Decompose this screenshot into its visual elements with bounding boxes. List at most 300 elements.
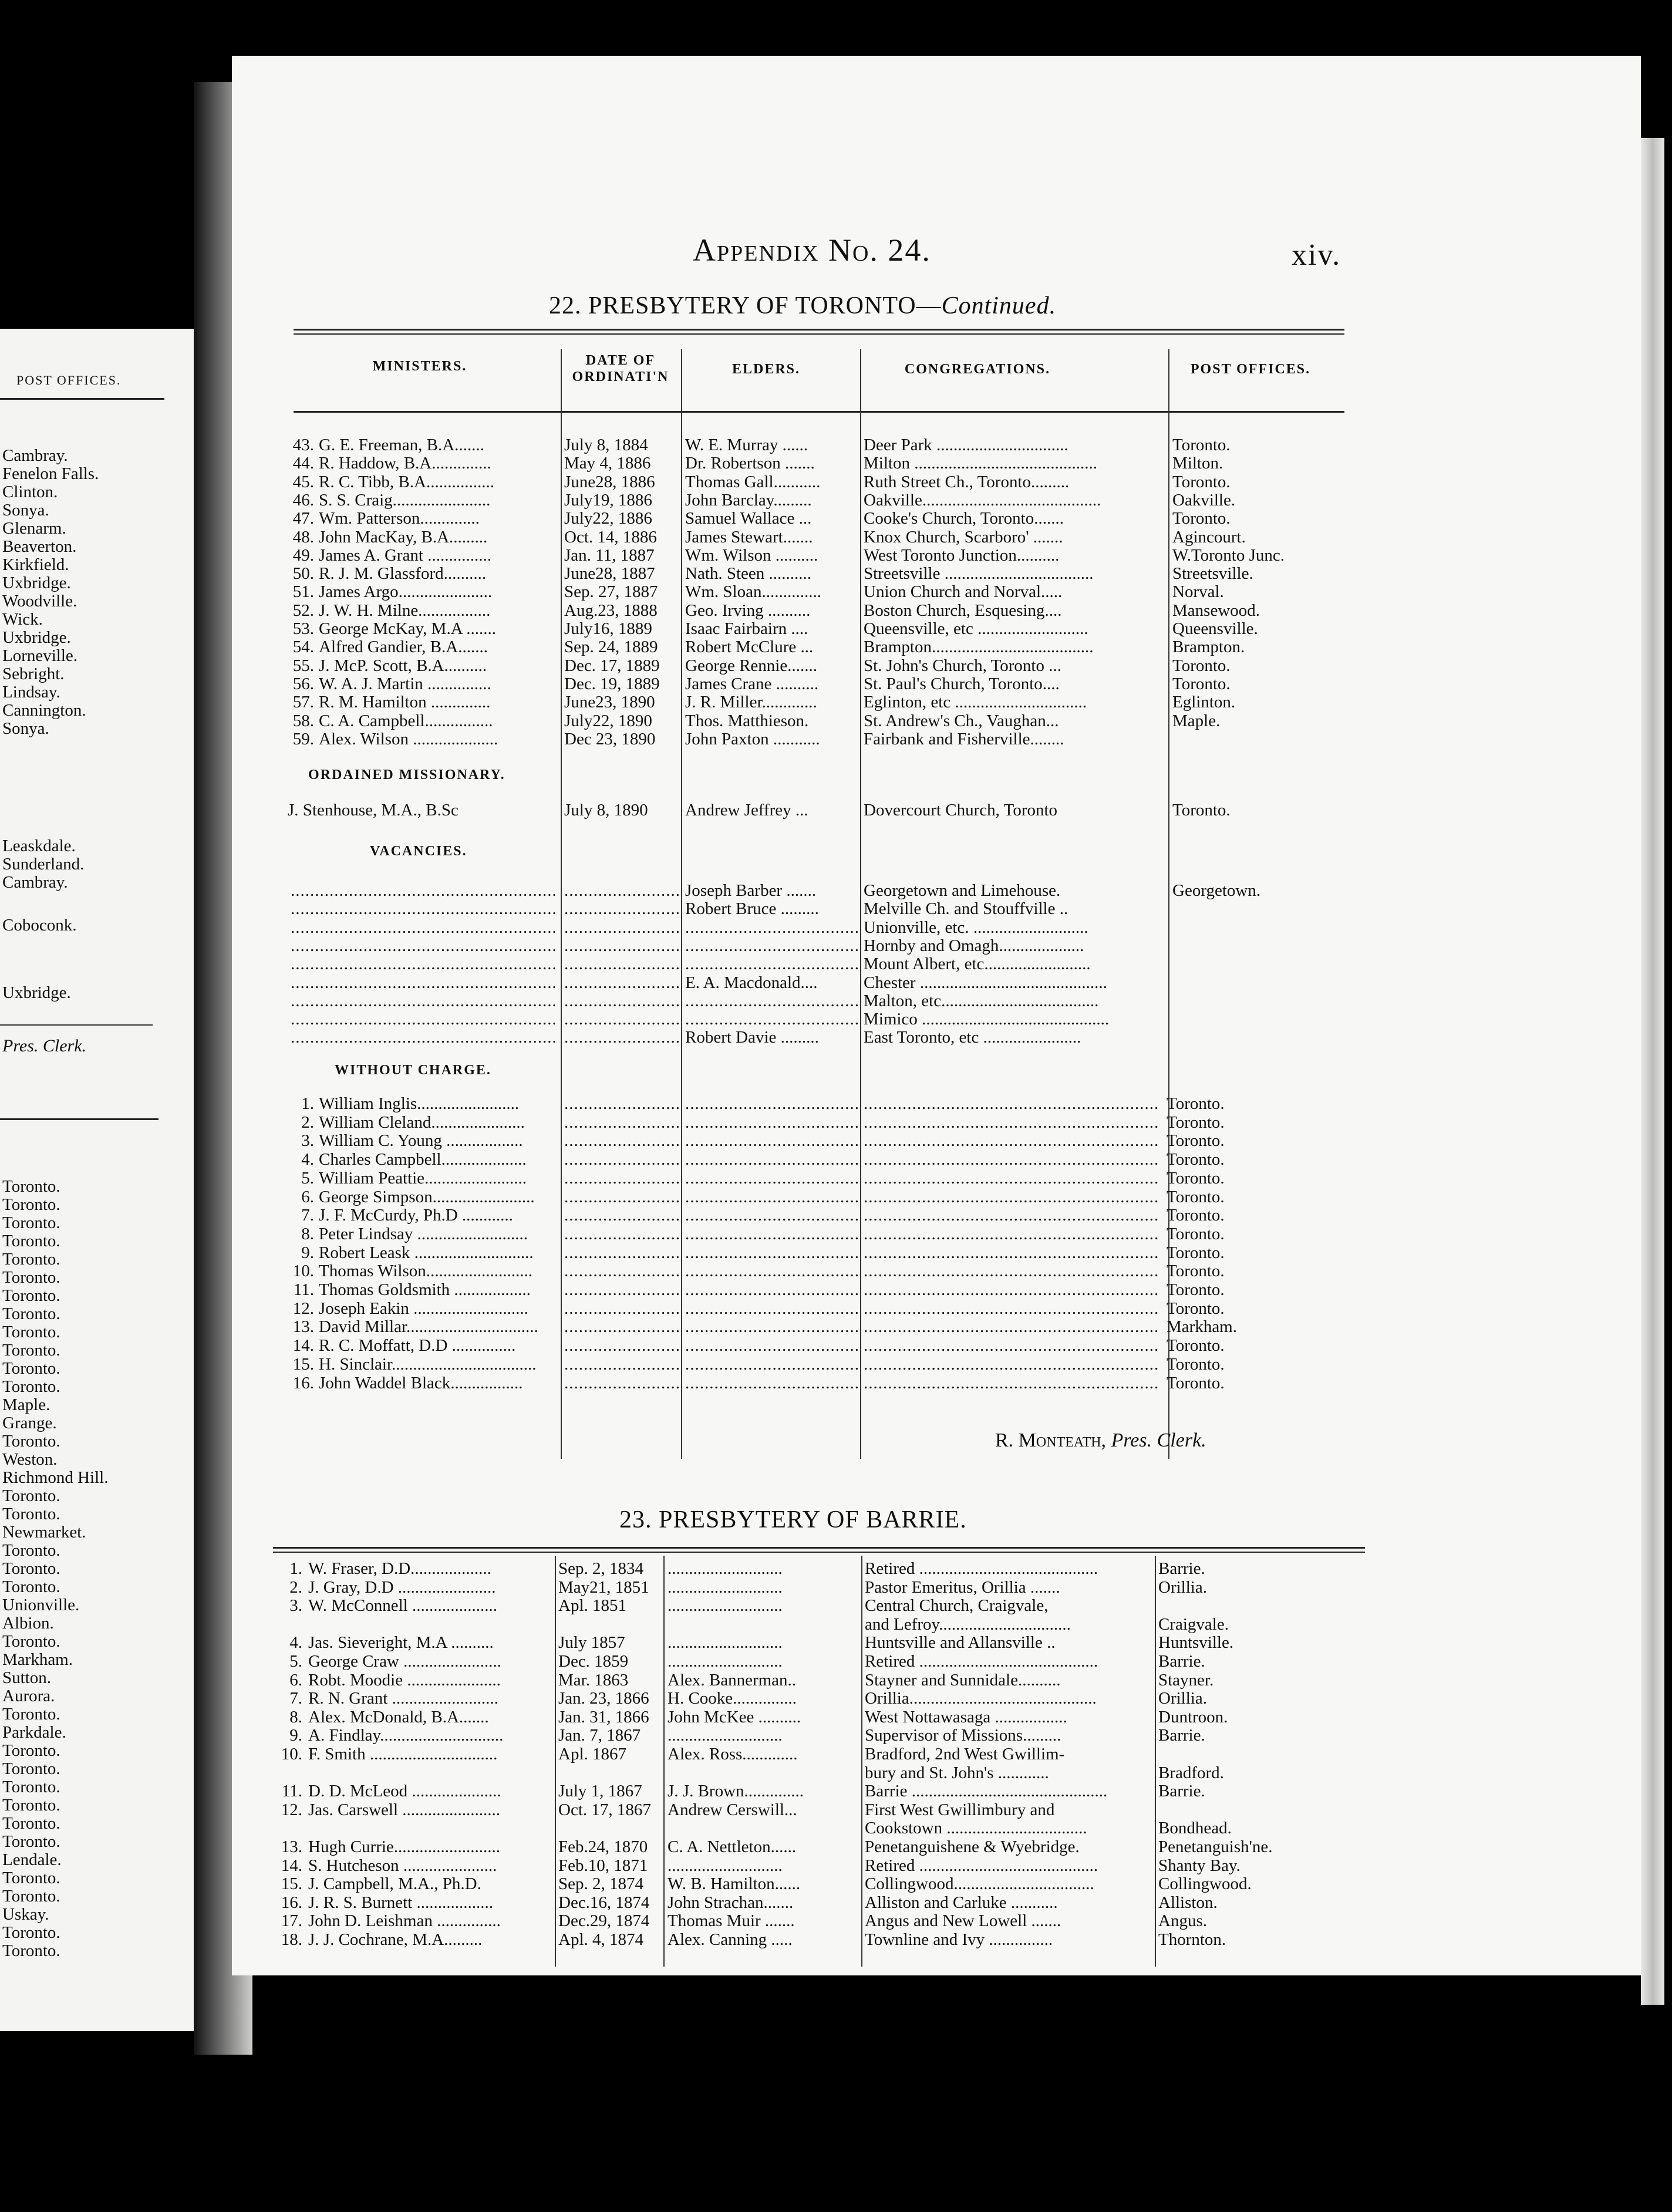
congregation-name: Knox Church, Scarboro' ....... — [864, 528, 1063, 547]
row-number: 43. — [292, 436, 314, 454]
table-row — [232, 1819, 1406, 1837]
minister-name: H. Sinclair.................................. — [319, 1355, 537, 1374]
prev-rule — [0, 1024, 153, 1026]
prev-post-office: Uxbridge. — [2, 574, 71, 592]
minister-name: James A. Grant ............... — [319, 546, 491, 565]
post-office: Toronto. — [1172, 510, 1231, 528]
ordination-date: Dec 23, 1890 — [564, 730, 656, 748]
congregation-name: Mimico ............................................ — [864, 1010, 1110, 1029]
row-number: 8. — [301, 1225, 314, 1243]
row-number: 1. — [289, 1560, 302, 1578]
ordination-date: Apl. 1851 — [558, 1597, 626, 1616]
ordained-heading: ORDAINED MISSIONARY. — [308, 767, 505, 783]
post-office — [1158, 1597, 1393, 1615]
row-number: 13. — [281, 1838, 302, 1856]
table-row — [232, 992, 1406, 1010]
ordination-date: Apl. 4, 1874 — [558, 1931, 643, 1949]
page — [232, 56, 1641, 1975]
post-office: Collingwood. — [1158, 1875, 1252, 1894]
elder-name: Robert Davie ......... — [685, 1029, 819, 1047]
congregation-name: Supervisor of Missions......... — [865, 1727, 1061, 1745]
prev-post-office: Toronto. — [2, 1869, 60, 1887]
minister-name: John D. Leishman ............... — [308, 1912, 501, 1931]
empty-elder-placeholder — [685, 1151, 859, 1169]
congregation-name: Angus and New Lowell ....... — [865, 1912, 1061, 1931]
table-row — [232, 919, 1406, 937]
ordination-date: May 4, 1886 — [564, 454, 651, 473]
table-row — [232, 1318, 1406, 1336]
table-row — [232, 900, 1406, 918]
post-office: Toronto. — [1172, 436, 1231, 454]
congregation-name: Cookstown ................................. — [865, 1819, 1087, 1838]
row-number: 18. — [281, 1931, 302, 1949]
table-row — [232, 955, 1406, 973]
table-row — [232, 602, 1406, 620]
post-office: Brampton. — [1172, 638, 1245, 657]
post-office: Georgetown. — [1172, 882, 1261, 900]
table-row — [232, 1579, 1406, 1597]
post-office: Barrie. — [1158, 1560, 1205, 1578]
post-office: Toronto. — [1167, 1281, 1225, 1299]
congregation-name: Unionville, etc. ........................... — [864, 918, 1088, 937]
vacant-date-placeholder — [564, 919, 679, 937]
minister-name: John Waddel Black................. — [319, 1374, 523, 1392]
empty-elder-placeholder — [685, 1355, 859, 1374]
minister-name: Peter Lindsay .......................... — [319, 1225, 528, 1243]
post-office: Toronto. — [1167, 1262, 1225, 1281]
empty-date-placeholder — [564, 1300, 679, 1318]
vacant-minister-placeholder — [291, 882, 555, 900]
congregation-name: Alliston and Carluke ........... — [865, 1893, 1058, 1912]
empty-date-placeholder — [564, 1188, 679, 1206]
elder-name: Dr. Robertson ....... — [685, 454, 815, 473]
congregation-name: Hornby and Omagh.................... — [864, 936, 1084, 955]
table-row — [232, 712, 1406, 730]
post-office: Duntroon. — [1158, 1708, 1228, 1727]
table-row — [232, 1114, 1406, 1132]
elder-name: Andrew Cerswill... — [668, 1800, 797, 1819]
table-row — [232, 620, 1406, 638]
prev-post-office: Toronto. — [2, 1505, 60, 1523]
congregation-name: Dovercourt Church, Toronto — [864, 801, 1058, 820]
elder-name — [685, 937, 859, 955]
table-row — [232, 1281, 1406, 1299]
minister-name — [308, 1764, 555, 1782]
post-office: Toronto. — [1167, 1151, 1225, 1169]
minister-name: George Craw ....................... — [308, 1653, 501, 1671]
row-number: 13. — [292, 1318, 314, 1337]
row-number: 10. — [281, 1745, 302, 1763]
row-number: 15. — [281, 1875, 302, 1894]
prev-post-office: Toronto. — [2, 1941, 60, 1960]
ordination-date: June28, 1887 — [564, 565, 655, 584]
congregation-name: Brampton...................................... — [864, 638, 1094, 657]
table-row — [232, 1132, 1406, 1150]
empty-congregation-placeholder — [864, 1095, 1159, 1113]
prev-post-office: Sebright. — [2, 665, 65, 683]
table-row — [232, 675, 1406, 693]
ordination-date: Sep. 2, 1874 — [558, 1875, 643, 1894]
ordination-date: Mar. 1863 — [558, 1671, 629, 1690]
vacant-date-placeholder — [564, 937, 679, 955]
post-office: Barrie. — [1158, 1653, 1205, 1671]
minister-name: J. Campbell, M.A., Ph.D. — [308, 1875, 481, 1894]
congregation-name: Retired .......................................... — [865, 1560, 1098, 1578]
post-office — [1172, 992, 1407, 1010]
empty-congregation-placeholder — [864, 1206, 1159, 1225]
ordination-date: Dec. 19, 1889 — [564, 675, 660, 693]
empty-elder-placeholder — [685, 1244, 859, 1262]
empty-congregation-placeholder — [864, 1169, 1159, 1188]
ordination-date: Aug.23, 1888 — [564, 601, 658, 620]
elder-name: ........................... — [668, 1634, 783, 1653]
table-row — [232, 882, 1406, 900]
prev-post-office: Parkdale. — [2, 1723, 66, 1741]
prev-col-head: POST OFFICES. — [16, 373, 122, 387]
vacant-date-placeholder — [564, 882, 679, 900]
minister-name: Robt. Moodie ...................... — [308, 1671, 501, 1690]
elder-name: ........................... — [668, 1597, 783, 1616]
table-row — [232, 454, 1406, 473]
congregation-name: West Toronto Junction.......... — [864, 546, 1060, 565]
table-row — [232, 1857, 1406, 1875]
clerk-name: R. Monteath, — [995, 1429, 1107, 1451]
prev-post-office: Coboconk. — [2, 916, 77, 935]
congregation-name: First West Gwillimbury and — [865, 1800, 1055, 1819]
elder-name: Thos. Matthieson. — [685, 712, 809, 730]
post-office: Alliston. — [1158, 1893, 1218, 1912]
post-office: Angus. — [1158, 1912, 1207, 1931]
minister-name: R. J. M. Glassford.......... — [319, 565, 487, 584]
post-office: Agincourt. — [1172, 528, 1246, 547]
minister-name: R. M. Hamilton .............. — [319, 693, 491, 712]
empty-congregation-placeholder — [864, 1318, 1159, 1336]
page-stack-edge — [1641, 138, 1664, 2005]
minister-name: W. McConnell .................... — [308, 1597, 497, 1616]
prev-post-office: Kirkfield. — [2, 555, 69, 574]
barrie-rule-top — [273, 1547, 1365, 1549]
table-row — [232, 583, 1406, 601]
vacancies-heading: VACANCIES. — [370, 844, 467, 859]
ordination-date: Oct. 14, 1886 — [564, 528, 657, 547]
row-number: 2. — [289, 1578, 302, 1597]
post-office — [1172, 1010, 1407, 1029]
table-row — [232, 730, 1406, 748]
congregation-name: Chester ............................................ — [864, 973, 1107, 992]
ordination-date: July 1, 1867 — [558, 1782, 642, 1801]
vacant-minister-placeholder — [291, 992, 555, 1010]
ordination-date: Apl. 1867 — [558, 1745, 626, 1763]
empty-elder-placeholder — [685, 1318, 859, 1336]
elder-name: Robert Bruce ......... — [685, 900, 819, 919]
row-number: 14. — [281, 1856, 302, 1875]
post-office — [1172, 955, 1407, 973]
congregation-name: Retired .......................................... — [865, 1653, 1098, 1671]
elder-name — [668, 1764, 860, 1782]
without-charge-heading: WITHOUT CHARGE. — [335, 1063, 491, 1078]
prev-post-office: Toronto. — [2, 1195, 60, 1213]
clerk-title: Pres. Clerk. — [1111, 1429, 1206, 1451]
row-number: 5. — [301, 1169, 314, 1188]
table-row — [232, 638, 1406, 656]
post-office: Bondhead. — [1158, 1819, 1232, 1838]
prev-post-office: Beaverton. — [2, 537, 77, 555]
table-row — [232, 1206, 1406, 1225]
elder-name: ........................... — [668, 1727, 783, 1745]
post-office: Toronto. — [1172, 801, 1231, 820]
post-office: Bradford. — [1158, 1763, 1224, 1782]
table-row — [232, 436, 1406, 454]
vacant-minister-placeholder — [291, 937, 555, 955]
congregation-name: Eglinton, etc ............................... — [864, 693, 1087, 712]
prev-post-office: Toronto. — [2, 1559, 60, 1577]
empty-date-placeholder — [564, 1169, 679, 1188]
table-row — [232, 974, 1406, 992]
row-number: 14. — [292, 1337, 314, 1355]
ordination-date: Sep. 27, 1887 — [564, 583, 658, 602]
table-row — [232, 565, 1406, 583]
post-office: Barrie. — [1158, 1727, 1205, 1745]
row-number: 50. — [292, 565, 314, 584]
ordination-date: Dec. 1859 — [558, 1653, 629, 1671]
prev-post-office: Markham. — [2, 1650, 73, 1668]
table-row — [232, 1188, 1406, 1206]
table-row — [232, 1597, 1406, 1615]
elder-name: John Strachan....... — [668, 1893, 794, 1912]
page-title: Appendix No. 24. — [693, 232, 931, 268]
elder-name: ........................... — [668, 1856, 783, 1875]
prev-post-office: Toronto. — [2, 1486, 60, 1505]
prev-post-office: Toronto. — [2, 1923, 60, 1941]
minister-name: James Argo...................... — [319, 583, 493, 602]
prev-post-office: Toronto. — [2, 1432, 60, 1450]
minister-name: J. Stenhouse, M.A., B.Sc — [288, 801, 459, 820]
elder-name: ........................... — [668, 1653, 783, 1671]
vacant-minister-placeholder — [291, 900, 555, 918]
elder-name: E. A. Macdonald.... — [685, 973, 818, 992]
table-row — [232, 1337, 1406, 1355]
previous-page-edge — [0, 329, 194, 2031]
prev-post-office: Toronto. — [2, 1778, 60, 1796]
section-title-toronto — [549, 292, 1056, 320]
col-head-elders: ELDERS. — [732, 362, 801, 377]
post-office: Toronto. — [1167, 1355, 1225, 1374]
row-number: 49. — [292, 546, 314, 565]
congregation-name: Malton, etc..................................... — [864, 992, 1099, 1010]
vacant-minister-placeholder — [291, 1029, 555, 1047]
empty-date-placeholder — [564, 1151, 679, 1169]
table-row — [232, 1225, 1406, 1243]
empty-congregation-placeholder — [864, 1337, 1159, 1355]
congregation-name: Melville Ch. and Stouffville .. — [864, 900, 1068, 919]
prev-post-office: Toronto. — [2, 1323, 60, 1341]
empty-congregation-placeholder — [864, 1281, 1159, 1299]
prev-post-office: Aurora. — [2, 1687, 55, 1705]
ordination-date — [558, 1764, 663, 1782]
prev-post-office: Toronto. — [2, 1268, 60, 1286]
elder-name: Wm. Wilson .......... — [685, 546, 818, 565]
minister-name: J. R. S. Burnett .................. — [308, 1893, 493, 1912]
elder-name — [668, 1616, 860, 1634]
row-number: 11. — [293, 1281, 314, 1299]
ordination-date: July19, 1886 — [564, 491, 652, 510]
elder-name: J. R. Miller............. — [685, 693, 817, 712]
empty-congregation-placeholder — [864, 1225, 1159, 1243]
table-row — [232, 1801, 1406, 1819]
empty-date-placeholder — [564, 1281, 679, 1299]
congregation-name: East Toronto, etc ....................... — [864, 1029, 1081, 1047]
prev-post-office: Toronto. — [2, 1213, 60, 1232]
col-head-congregations: CONGREGATIONS. — [904, 362, 1051, 377]
minister-name: J. W. H. Milne................. — [319, 601, 491, 620]
post-office: Huntsville. — [1158, 1634, 1234, 1653]
elder-name: Thomas Muir ....... — [668, 1912, 795, 1931]
congregation-name: Deer Park ............................... — [864, 436, 1068, 454]
minister-name: R. N. Grant ......................... — [308, 1690, 498, 1708]
vacant-minister-placeholder — [291, 974, 555, 992]
post-office: Barrie. — [1158, 1782, 1205, 1801]
elder-name — [685, 919, 859, 937]
empty-elder-placeholder — [685, 1337, 859, 1355]
post-office: Toronto. — [1167, 1206, 1225, 1225]
prev-post-office: Toronto. — [2, 1577, 60, 1596]
prev-post-office: Clinton. — [2, 483, 58, 501]
empty-congregation-placeholder — [864, 1262, 1159, 1280]
post-office: Toronto. — [1167, 1095, 1225, 1113]
elder-name: James Stewart....... — [685, 528, 813, 547]
post-office: Eglinton. — [1172, 693, 1236, 712]
post-office — [1158, 1801, 1393, 1819]
table-row — [232, 547, 1406, 565]
row-number: 3. — [301, 1132, 314, 1151]
vacant-minister-placeholder — [291, 955, 555, 973]
elder-name: J. J. Brown.............. — [668, 1782, 804, 1801]
table-row — [232, 1151, 1406, 1169]
row-number: 10. — [292, 1262, 314, 1281]
minister-name: A. Findlay............................. — [308, 1727, 504, 1745]
row-number: 48. — [292, 528, 314, 547]
empty-congregation-placeholder — [864, 1188, 1159, 1206]
post-office: Shanty Bay. — [1158, 1856, 1240, 1875]
congregation-name: Townline and Ivy ............... — [865, 1931, 1053, 1949]
post-office: Toronto. — [1172, 473, 1231, 491]
minister-name: J. J. Cochrane, M.A......... — [308, 1931, 483, 1949]
minister-name: S. S. Craig....................... — [319, 491, 491, 510]
prev-post-office: Toronto. — [2, 1759, 60, 1778]
table-row — [232, 1764, 1406, 1782]
elder-name: H. Cooke............... — [668, 1690, 797, 1708]
congregation-name: Mount Albert, etc......................... — [864, 955, 1091, 974]
minister-name: F. Smith .............................. — [308, 1745, 498, 1763]
table-row — [232, 1745, 1406, 1763]
post-office: Toronto. — [1167, 1243, 1225, 1262]
row-number: 12. — [281, 1800, 302, 1819]
congregation-name: Oakville.......................................... — [864, 491, 1101, 510]
minister-name: Jas. Sieveright, M.A .......... — [308, 1634, 494, 1653]
table-row — [232, 1374, 1406, 1392]
congregation-name: Queensville, etc .......................... — [864, 620, 1088, 638]
row-number — [273, 1764, 302, 1782]
row-number: 56. — [292, 675, 314, 693]
prev-post-office: Fenelon Falls. — [2, 464, 99, 483]
table-row — [232, 1838, 1406, 1856]
prev-post-office: Woodville. — [2, 592, 77, 610]
minister-name: J. McP. Scott, B.A.......... — [319, 656, 487, 675]
post-office — [1172, 919, 1407, 937]
row-number: 4. — [301, 1151, 314, 1169]
prev-clerk: Pres. Clerk. — [2, 1036, 87, 1056]
row-number: 17. — [281, 1912, 302, 1931]
row-number: 9. — [289, 1727, 302, 1745]
prev-post-office: Toronto. — [2, 1359, 60, 1377]
row-number: 59. — [292, 730, 314, 748]
empty-elder-placeholder — [685, 1095, 859, 1113]
elder-name — [668, 1819, 860, 1837]
table-row — [232, 1010, 1406, 1029]
congregation-name: Streetsville ................................... — [864, 565, 1094, 584]
ordination-date — [558, 1819, 663, 1837]
post-office: Craigvale. — [1158, 1615, 1229, 1634]
prev-post-office: Cambray. — [2, 873, 68, 891]
prev-post-office: Unionville. — [2, 1596, 80, 1614]
empty-elder-placeholder — [685, 1262, 859, 1280]
empty-date-placeholder — [564, 1114, 679, 1132]
table-row — [232, 1244, 1406, 1262]
post-office: Toronto. — [1167, 1225, 1225, 1243]
prev-post-office: Leaskdale. — [2, 837, 76, 855]
congregation-name: West Nottawasaga ................. — [865, 1708, 1067, 1727]
prev-post-office: Cambray. — [2, 446, 68, 464]
table-row — [232, 1708, 1406, 1727]
prev-post-office: Cannington. — [2, 701, 86, 719]
congregation-name: Bradford, 2nd West Gwillim- — [865, 1745, 1065, 1763]
empty-date-placeholder — [564, 1244, 679, 1262]
post-office: Toronto. — [1167, 1374, 1225, 1392]
table-row — [232, 801, 1406, 820]
elder-name: Nath. Steen .......... — [685, 565, 812, 584]
row-number: 58. — [292, 712, 314, 730]
row-number: 11. — [281, 1782, 302, 1801]
minister-name: W. Fraser, D.D................... — [308, 1560, 491, 1578]
prev-post-office: Albion. — [2, 1614, 54, 1632]
post-office: Markham. — [1167, 1318, 1237, 1337]
prev-post-office: Grange. — [2, 1414, 57, 1432]
elder-name: ........................... — [668, 1560, 783, 1578]
empty-date-placeholder — [564, 1262, 679, 1280]
table-row — [232, 1782, 1406, 1800]
elder-name: C. A. Nettleton...... — [668, 1838, 797, 1856]
congregation-name: Penetanguishene & Wyebridge. — [865, 1838, 1080, 1856]
congregation-name: Fairbank and Fisherville........ — [864, 730, 1064, 748]
minister-name: S. Hutcheson ...................... — [308, 1856, 497, 1875]
minister-name: Alfred Gandier, B.A....... — [319, 638, 488, 657]
header-rule-top-2 — [294, 333, 1344, 335]
row-number: 9. — [301, 1243, 314, 1262]
row-number: 16. — [292, 1374, 314, 1392]
table-row — [232, 510, 1406, 528]
elder-name: Alex. Bannerman.. — [668, 1671, 797, 1690]
prev-post-office: Sutton. — [2, 1668, 51, 1687]
elder-name: Andrew Jeffrey ... — [685, 801, 808, 820]
congregation-name: Union Church and Norval..... — [864, 583, 1063, 602]
elder-name: John McKee .......... — [668, 1708, 801, 1727]
post-office: Toronto. — [1167, 1299, 1225, 1318]
empty-congregation-placeholder — [864, 1244, 1159, 1262]
elder-name: James Crane .......... — [685, 675, 819, 693]
ordination-date: Dec.29, 1874 — [558, 1912, 650, 1931]
elder-name: Geo. Irving .......... — [685, 601, 811, 620]
elder-name: Wm. Sloan.............. — [685, 583, 821, 602]
